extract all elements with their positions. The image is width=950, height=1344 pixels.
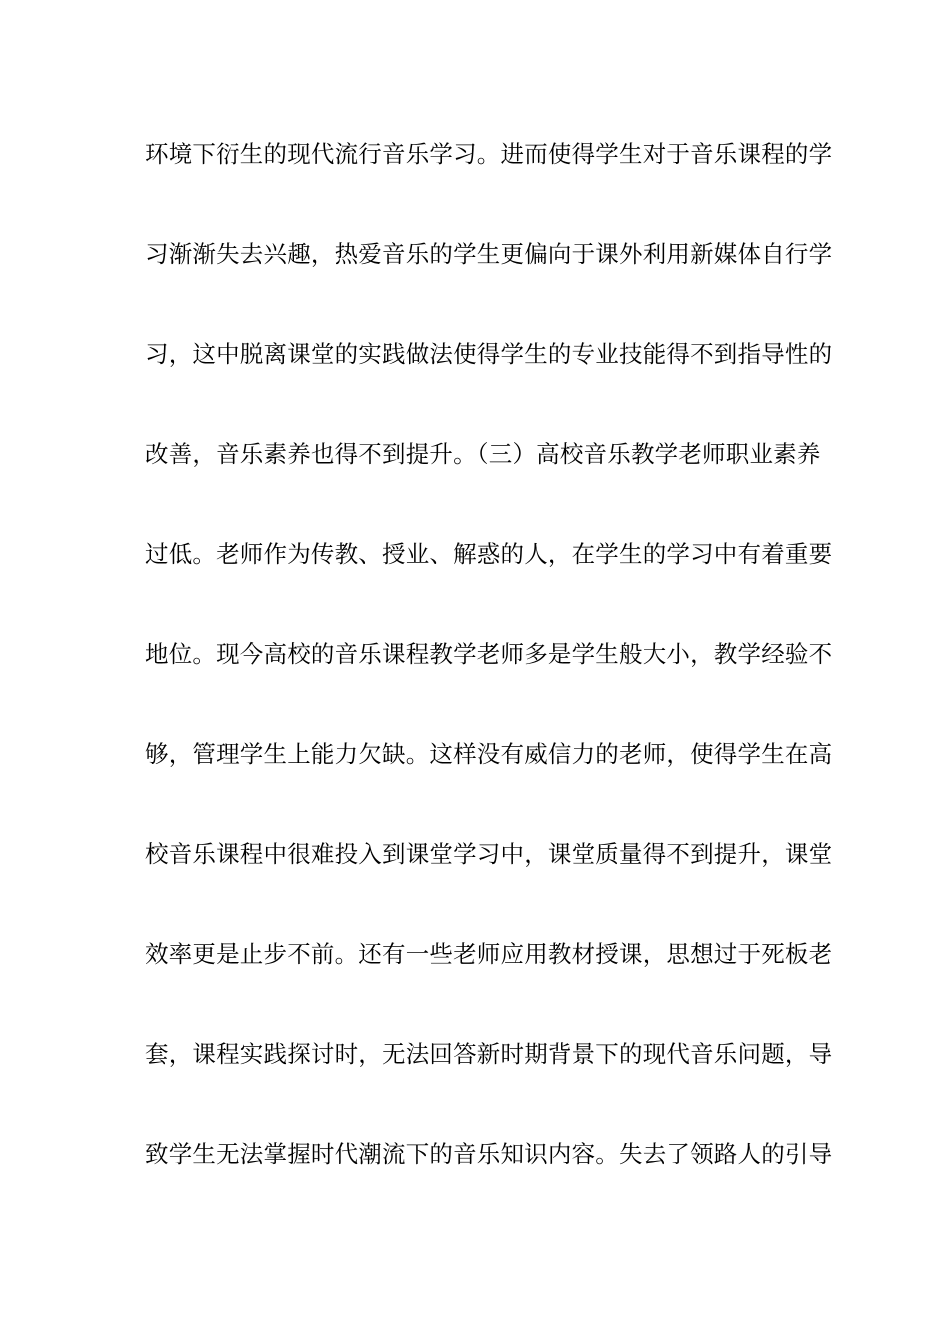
text-line: 地位。现今高校的音乐课程教学老师多是学生般大小，教学经验不 <box>145 640 833 668</box>
text-line: 校音乐课程中很难投入到课堂学习中，课堂质量得不到提升，课堂 <box>145 840 833 868</box>
text-line: 效率更是止步不前。还有一些老师应用教材授课，思想过于死板老 <box>145 940 833 968</box>
text-line: 够，管理学生上能力欠缺。这样没有威信力的老师，使得学生在高 <box>145 740 833 768</box>
text-line: 改善，音乐素养也得不到提升。（三）高校音乐教学老师职业素养 <box>145 440 821 468</box>
text-line: 过低。老师作为传教、授业、解惑的人，在学生的学习中有着重要 <box>145 540 833 568</box>
text-line: 套，课程实践探讨时，无法回答新时期背景下的现代音乐问题，导 <box>145 1040 833 1068</box>
text-line: 习渐渐失去兴趣，热爱音乐的学生更偏向于课外利用新媒体自行学 <box>145 240 833 268</box>
text-line: 环境下衍生的现代流行音乐学习。进而使得学生对于音乐课程的学 <box>145 140 833 168</box>
body-text <box>145 130 833 1230</box>
text-line: 习，这中脱离课堂的实践做法使得学生的专业技能得不到指导性的 <box>145 340 833 368</box>
text-line: 致学生无法掌握时代潮流下的音乐知识内容。失去了领路人的引导 <box>145 1140 833 1168</box>
